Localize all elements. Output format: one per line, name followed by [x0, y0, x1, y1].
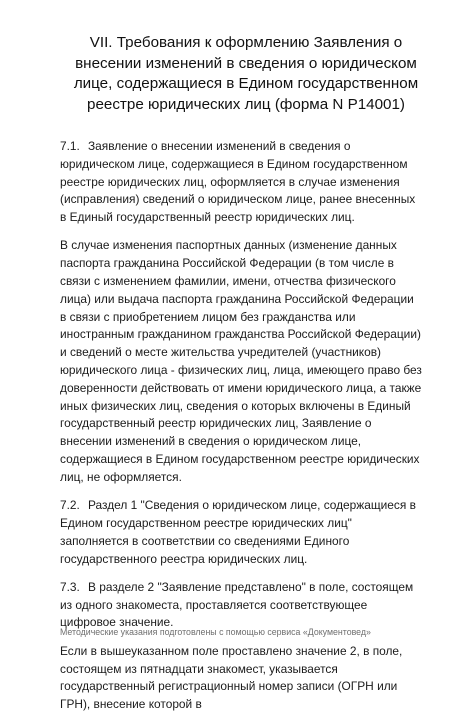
paragraph-7-3: [60, 579, 423, 632]
paragraph-text: В случае изменения паспортных данных (изменение данных паспорта гражданина Российской Федерации (в том числе в связи с изменением фамилии, имени, отчества физического лица) или выдача паспорта гражданина Российской Федерации в связи с приобретением лицом без гражданства или иностранным гражданином гражданства Российской Федерации) и сведений о месте жительства учредителей (участников) юридического лица - физических лиц, лица, имеющего право без доверенности действовать от имени юридического лица, а также иных физических лиц, сведения о которых включены в Единый государственный реестр юридических лиц, Заявление о внесении изменений в сведения о юридическом лице, содержащиеся в Едином государственном реестре юридических лиц, не оформляется.: [60, 238, 422, 484]
paragraph-passport-changes: [60, 237, 423, 486]
paragraph-value-2: [60, 643, 423, 714]
paragraph-text: Заявление о внесении изменений в сведения о юридическом лице, содержащиеся в Едином государственном реестре юридических лиц, оформляется в случае изменения (исправления) сведений о юридическом лице, ранее внесенных в Единый государственный реестр юридических лиц.: [60, 139, 416, 225]
paragraph-text: Раздел 1 "Сведения о юридическом лице, содержащиеся в Едином государственном реестре юридических лиц" заполняется в соответствии со сведениями Единого государственного реестра юридических лиц.: [60, 498, 416, 566]
paragraph-7-2: [60, 497, 423, 568]
section-heading: VII. Требования к оформлению Заявления о внесении изменений в сведения о юридическом лице, содержащиеся в Едином государственном реестре юридических лиц (форма N Р14001): [73, 34, 419, 113]
paragraph-text: Если в вышеуказанном поле проставлено значение 2, в поле, состоящем из пятнадцати знакомест, указывается государственный регистрационный номер записи (ОГРН или ГРН), внесение которой в: [60, 643, 403, 712]
paragraph-text: В разделе 2 "Заявление представлено" в поле, состоящем из одного знакоместа, проставляется соответствующее цифровое значение.: [60, 579, 414, 630]
paragraph-number: 7.1.: [60, 139, 80, 153]
page-footer: Методические указания подготовлены с помощью сервиса «Документовед»: [60, 627, 371, 637]
paragraph-7-1: [60, 138, 423, 227]
paragraph-number: 7.3.: [60, 579, 80, 594]
paragraph-number: 7.2.: [60, 498, 80, 513]
